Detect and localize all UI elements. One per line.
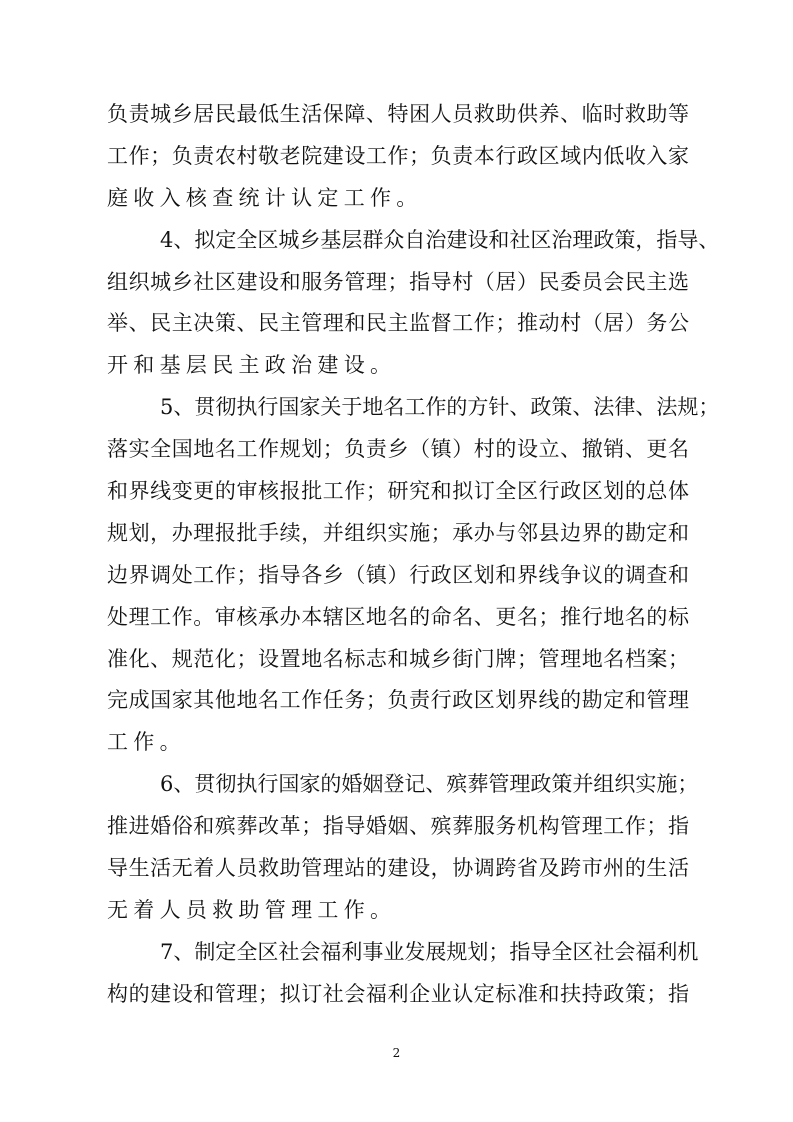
text-line: 5、贯彻执行国家关于地名工作的方针、政策、法律、法规； xyxy=(160,395,720,420)
text-line: 规划，办理报批手续，并组织实施；承办与邻县边界的勘定和 xyxy=(107,520,689,545)
text-line: 边界调处工作；指导各乡（镇）行政区划和界线争议的调查和 xyxy=(107,562,689,587)
text-line: 处理工作。审核承办本辖区地名的命名、更名；推行地名的标 xyxy=(107,604,689,629)
text-line: 导生活无着人员救助管理站的建设，协调跨省及跨市州的生活 xyxy=(107,856,689,881)
text-line: 工作。 xyxy=(107,730,186,755)
page-number: 2 xyxy=(392,1046,401,1060)
text-line: 准化、规范化；设置地名标志和城乡街门牌；管理地名档案； xyxy=(107,646,689,671)
text-line: 工作；负责农村敬老院建设工作；负责本行政区域内低收入家 xyxy=(107,143,689,168)
text-line: 落实全国地名工作规划；负责乡（镇）村的设立、撤销、更名 xyxy=(107,437,689,462)
text-line: 构的建设和管理；拟订社会福利企业认定标准和扶持政策；指 xyxy=(107,981,689,1006)
text-line: 无着人员救助管理工作。 xyxy=(107,897,397,922)
text-line: 和界线变更的审核报批工作；研究和拟订全区行政区划的总体 xyxy=(107,479,689,504)
document-body xyxy=(107,94,720,1016)
text-line: 7、制定全区社会福利事业发展规划；指导全区社会福利机 xyxy=(160,939,699,964)
text-line: 推进婚俗和殡葬改革；指导婚姻、殡葬服务机构管理工作；指 xyxy=(107,814,689,839)
text-line: 4、拟定全区城乡基层群众自治建设和社区治理政策，指导、 xyxy=(160,227,720,252)
text-line: 举、民主决策、民主管理和民主监督工作；推动村（居）务公 xyxy=(107,311,689,336)
text-line: 庭收入核查统计认定工作。 xyxy=(107,185,423,210)
text-line: 负责城乡居民最低生活保障、特困人员救助供养、临时救助等 xyxy=(107,102,689,126)
text-line: 开和基层民主政治建设。 xyxy=(107,353,397,378)
text-line: 组织城乡社区建设和服务管理；指导村（居）民委员会民主选 xyxy=(107,269,689,294)
text-line: 6、贯彻执行国家的婚姻登记、殡葬管理政策并组织实施； xyxy=(160,772,699,797)
text-line: 完成国家其他地名工作任务；负责行政区划界线的勘定和管理 xyxy=(107,688,689,713)
